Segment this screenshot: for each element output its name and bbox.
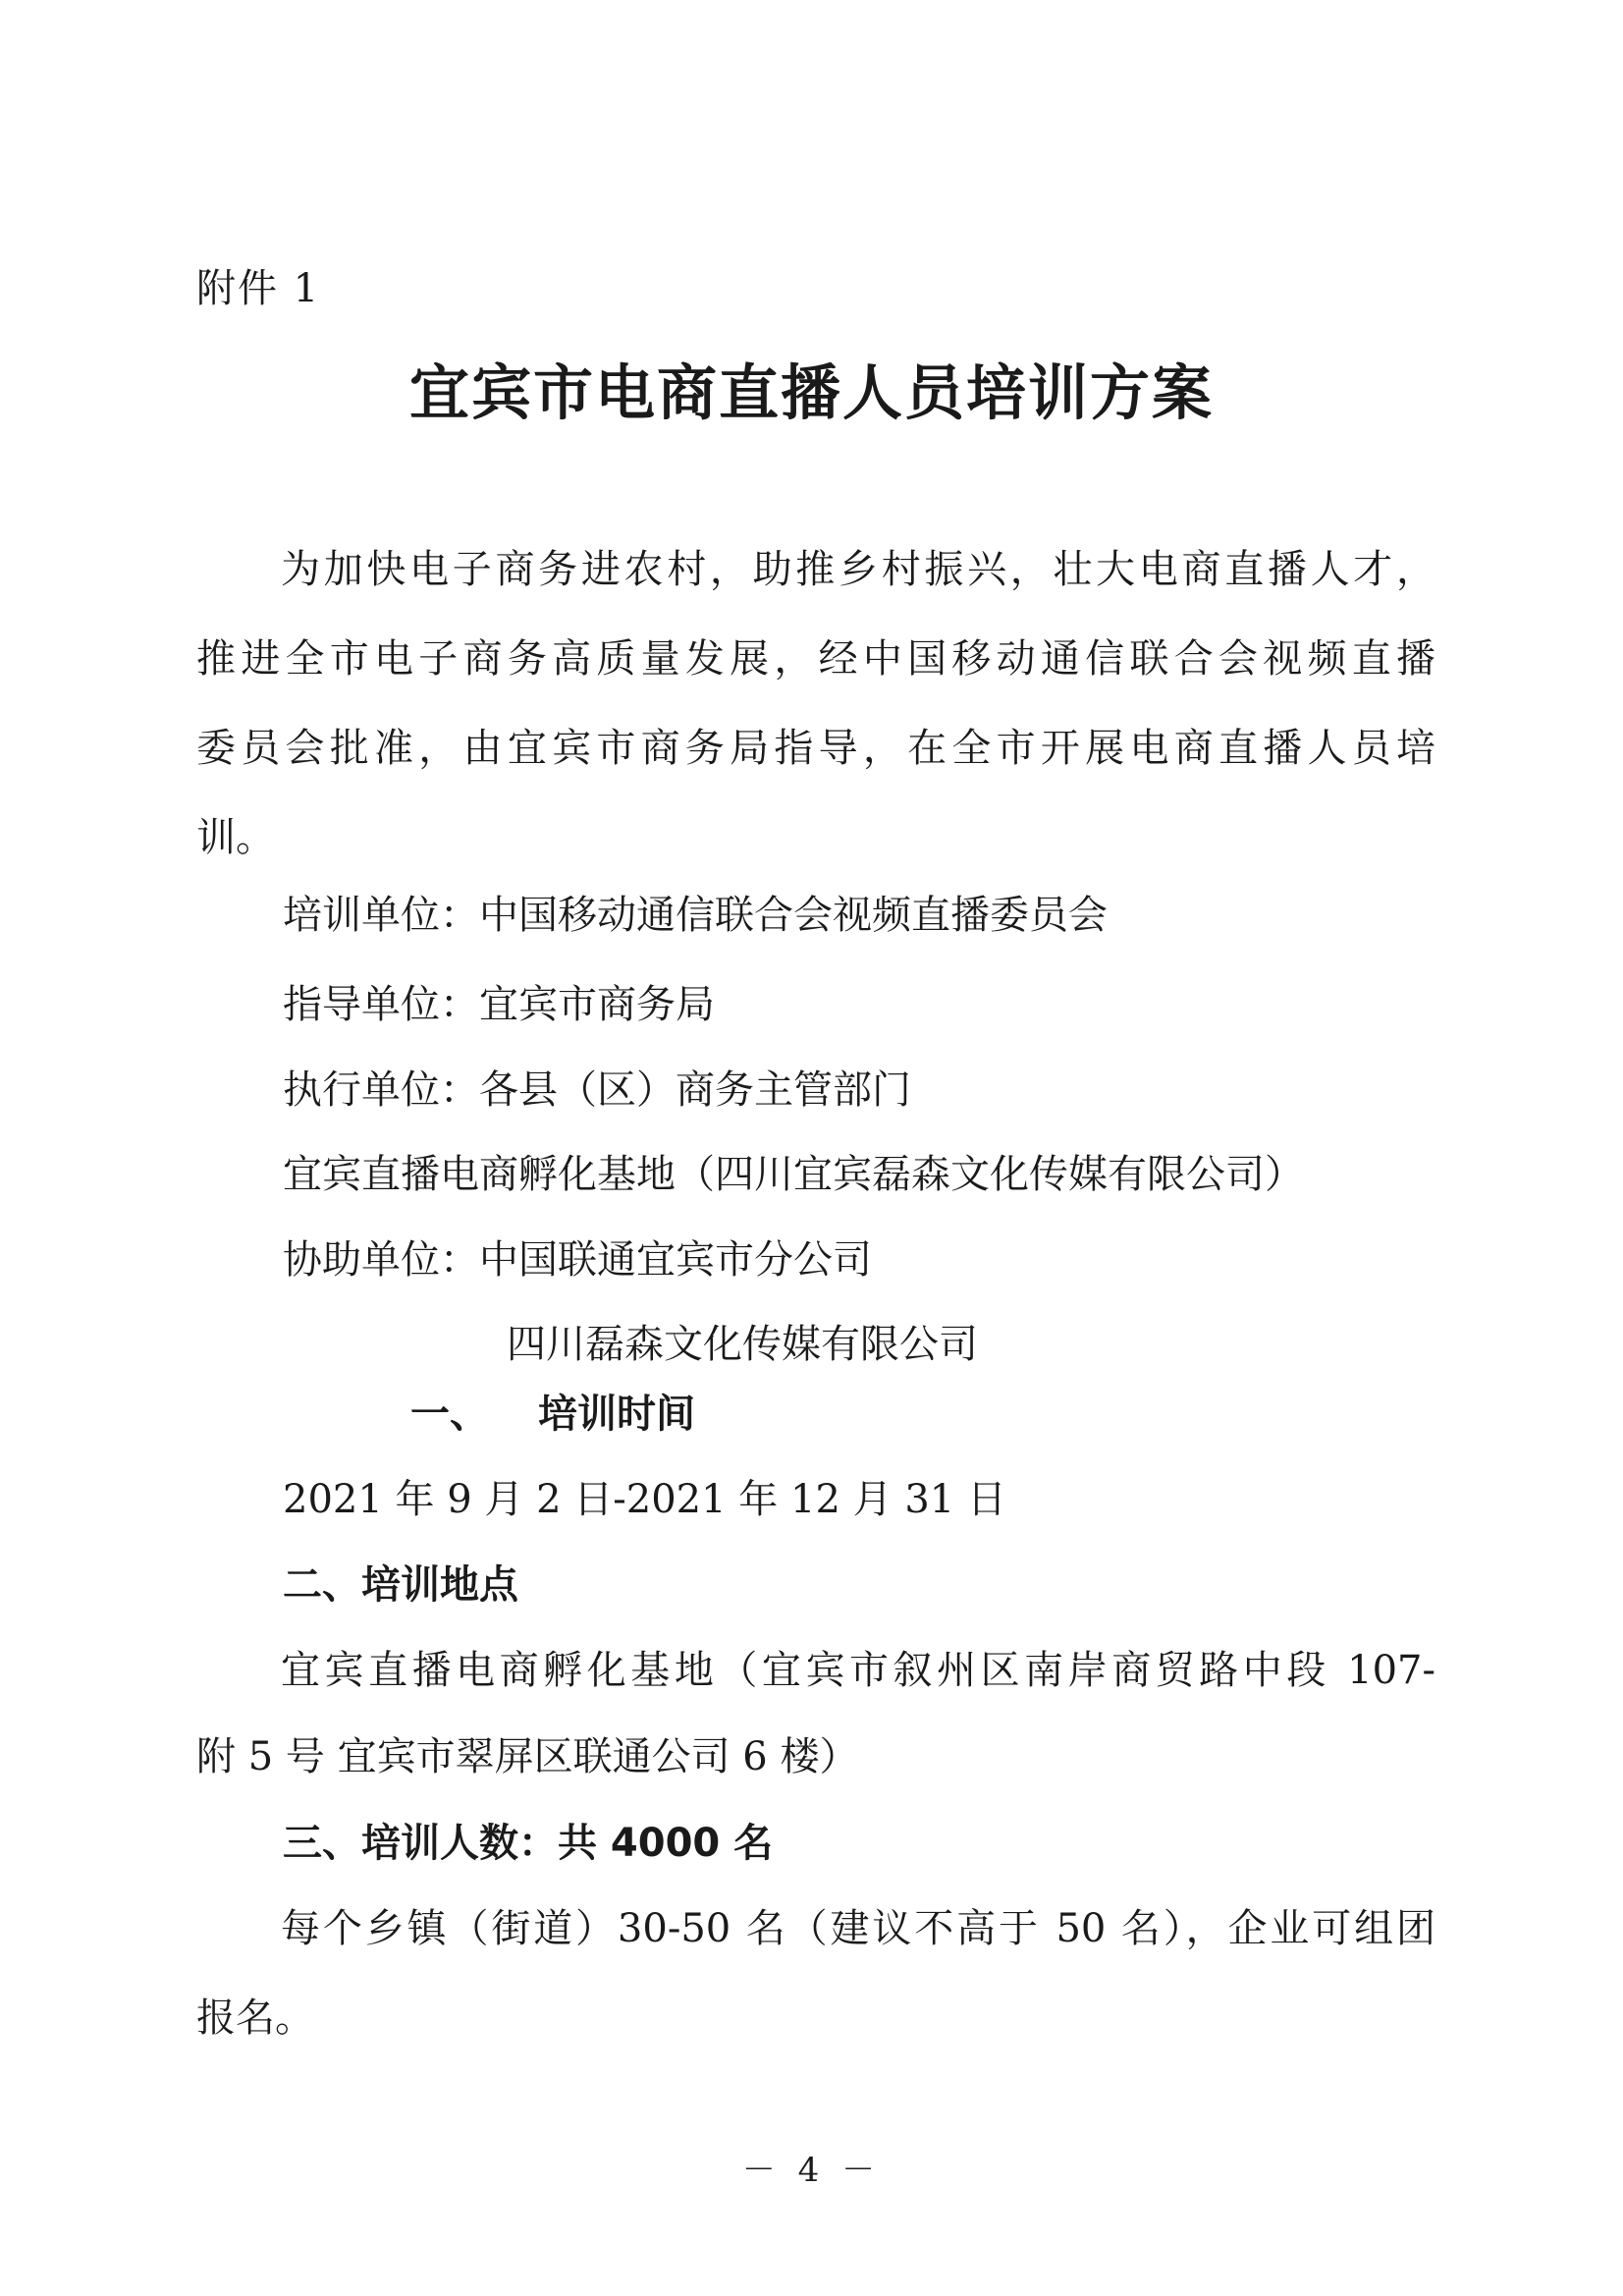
- section-2-line-1: [196, 1647, 1435, 1694]
- section-3-text-1: 每个乡镇（街道）30-50 名（建议不高于 50 名），企业可组团: [281, 1906, 1435, 1951]
- guidance-unit: 指导单位：宜宾市商务局: [283, 982, 715, 1027]
- assist-unit: 协助单位：中国联通宜宾市分公司: [283, 1237, 872, 1283]
- assist-unit-extra: 四川磊森文化传媒有限公司: [507, 1322, 978, 1367]
- intro-line-1: [196, 546, 1435, 593]
- execution-unit: 执行单位：各县（区）商务主管部门: [283, 1067, 911, 1113]
- attachment-label: 附件 1: [196, 266, 321, 311]
- document-title: 宜宾市电商直播人员培训方案: [408, 358, 1214, 428]
- section-2-text-1: 宜宾直播电商孵化基地（宜宾市叙州区南岸商贸路中段 107-: [281, 1648, 1435, 1693]
- intro-line-3: 委员会批准，由宜宾市商务局指导，在全市开展电商直播人员培: [196, 726, 1435, 771]
- section-2-line-2: 附 5 号 宜宾市翠屏区联通公司 6 楼）: [196, 1734, 859, 1779]
- training-unit: 培训单位：中国移动通信联合会视频直播委员会: [283, 893, 1108, 938]
- intro-line-4: 训。: [196, 815, 275, 860]
- section-1-title: 培训时间: [538, 1392, 695, 1437]
- section-2-heading: 二、培训地点: [283, 1562, 518, 1608]
- section-3-line-2: 报名。: [196, 1995, 314, 2041]
- section-3-line-1: [196, 1905, 1435, 1952]
- section-3-heading: 三、培训人数：共 4000 名: [283, 1821, 774, 1866]
- intro-line-2: 推进全市电子商务高质量发展，经中国移动通信联合会视频直播: [196, 636, 1435, 682]
- section-1-number: 一、: [410, 1392, 489, 1437]
- section-1-content: 2021 年 9 月 2 日-2021 年 12 月 31 日: [283, 1477, 1006, 1522]
- page-number: － 4 －: [741, 2151, 882, 2190]
- intro-text-1: 为加快电子商务进农村，助推乡村振兴，壮大电商直播人才，: [281, 547, 1435, 592]
- execution-unit-extra: 宜宾直播电商孵化基地（四川宜宾磊森文化传媒有限公司）: [283, 1152, 1304, 1197]
